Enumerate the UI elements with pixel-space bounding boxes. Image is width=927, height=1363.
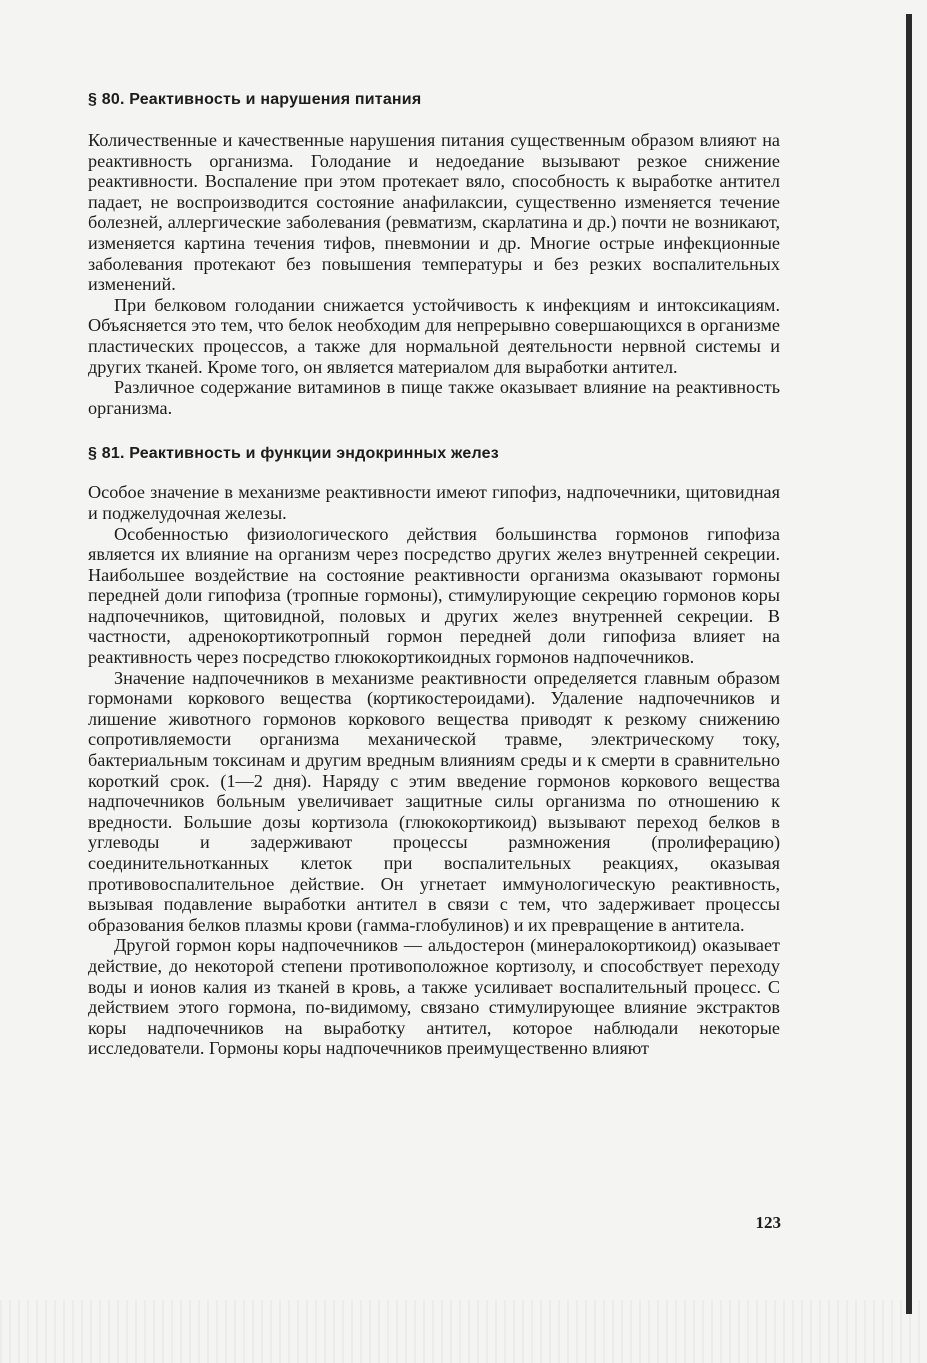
- section-80-heading: § 80. Реактивность и нарушения питания: [88, 91, 422, 108]
- section-81-paragraph-4: Другой гормон коры надпочечников — альдостерон (минералокортикоид) оказывает действие, до некоторой степени противоположное кортизолу, и способствует переходу воды и ионов калия из тканей в кровь, а также усиливает воспалительный процесс. С действием этого гормона, по-видимому, связано стимулирующее влияние экстрактов коры надпочечников на выработку антител, которое наблюдали некоторые исследователи. Гормоны коры надпочечников преимущественно влияют: [88, 935, 780, 1059]
- section-81-heading: § 81. Реактивность и функции эндокринных желез: [88, 445, 499, 463]
- section-81-paragraph-2: Особенностью физиологического действия большинства гормонов гипофиза является их влияние на организм через посредство других желез внутренней секреции. Наибольшее воздействие на состояние реактивности организма оказывают гормоны передней доли гипофиза (тропные гормоны), стимулирующие секрецию гормонов коры надпочечников, щитовидной, половых и других желез внутренней секреции. В частности, адренокортикотропный гормон передней доли гипофиза влияет на реактивность через посредство глюкокортикоидных гормонов надпочечников.: [88, 523, 780, 668]
- page-text-block: [88, 88, 780, 1059]
- section-80-paragraph-3: Различное содержание витаминов в пище также оказывает влияние на реактивность организма.: [88, 377, 780, 418]
- section-81-paragraph-1: Особое значение в механизме реактивности имеют гипофиз, надпочечники, щитовидная и поджелудочная железы.: [88, 482, 780, 523]
- page-edge-shadow: [906, 14, 912, 1314]
- section-81-paragraph-3: Значение надпочечников в механизме реактивности определяется главным образом гормонами коркового вещества (кортикостероидами). Удаление надпочечников и лишение животного гормонов коркового вещества приводят к резкому снижению сопротивляемости организма механической травме, электрическому току, бактериальным токсинам и другим вредным влияниям среды и к смерти в сравнительно короткий срок. (1—2 дня). Наряду с этим введение гормонов коркового вещества надпочечников больным увеличивает защитные силы организма по отношению к вредности. Большие дозы кортизола (глюкокортикоид) вызывают переход белков в углеводы и задерживают процессы размножения (пролиферацию) соединительнотканных клеток при воспалительных реакциях, оказывая противовоспалительное действие. Он угнетает иммунологическую реактивность, вызывая подавление выработки антител в связи с тем, что задерживает процессы образования белков плазмы крови (гамма-глобулинов) и их превращение в антитела.: [88, 667, 780, 935]
- scan-noise: [0, 1300, 927, 1363]
- section-80-paragraph-1: Количественные и качественные нарушения питания существенным образом влияют на реактивность организма. Голодание и недоедание вызывают резкое снижение реактивности. Воспаление при этом протекает вяло, способность к выработке антител падает, не воспроизводится состояние анафилаксии, существенно изменяется течение болезней, аллергические заболевания (ревматизм, скарлатина и др.) почти не возникают, изменяется картина течения тифов, пневмонии и др. Многие острые инфекционные заболевания протекают без повышения температуры и без резких воспалительных изменений.: [88, 130, 780, 295]
- page-number: 123: [755, 1213, 781, 1232]
- section-80-paragraph-2: При белковом голодании снижается устойчивость к инфекциям и интоксикациям. Объясняется это тем, что белок необходим для непрерывно совершающихся в организме пластических процессов, а также для нормальной деятельности нервной системы и других тканей. Кроме того, он является материалом для выработки антител.: [88, 294, 780, 377]
